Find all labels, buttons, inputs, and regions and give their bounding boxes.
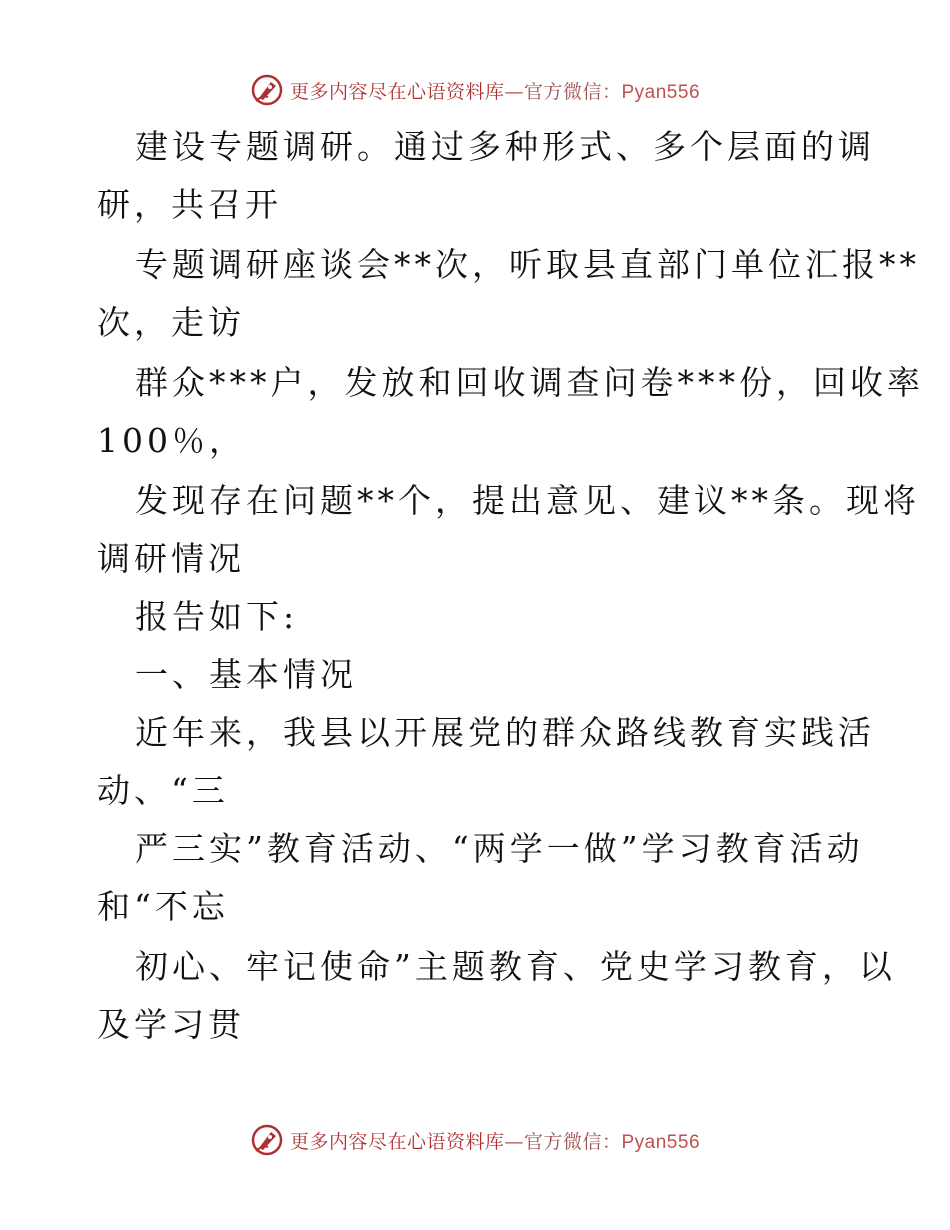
body-line: 专题调研座谈会**次，听取县直部门单位汇报**	[135, 245, 920, 284]
body-line: 报告如下:	[135, 597, 299, 636]
body-line: 动、“三	[97, 771, 229, 810]
header-dash: —	[504, 80, 524, 103]
footer-banner	[0, 1122, 950, 1158]
body-line: 发现存在问题**个，提出意见、建议**条。现将	[135, 481, 920, 520]
body-line: 建设专题调研。通过多种形式、多个层面的调	[135, 127, 875, 166]
body-line: 群众***户，发放和回收调查问卷***份，回收率	[135, 363, 924, 402]
pen-nib-logo-icon	[250, 73, 284, 107]
body-line: 次，走访	[97, 303, 245, 342]
header-banner	[0, 72, 950, 108]
body-line: 和“不忘	[97, 887, 229, 926]
pen-nib-logo-icon	[250, 1123, 284, 1157]
body-line: 100％，	[97, 421, 246, 460]
header-wechat-id: Pyan556	[621, 81, 701, 103]
header-site-text: 更多内容尽在心语资料库	[289, 80, 505, 103]
header-wechat-label: 官方微信：	[523, 80, 622, 103]
body-line: 研，共召开	[97, 185, 282, 224]
footer-wechat-label: 官方微信：	[523, 1130, 622, 1153]
body-line: 初心、牢记使命”主题教育、党史学习教育，以	[135, 947, 896, 986]
body-line: 近年来，我县以开展党的群众路线教育实践活	[135, 713, 875, 752]
footer-site-text: 更多内容尽在心语资料库	[289, 1130, 505, 1153]
header-banner-text	[290, 77, 700, 104]
body-line: 及学习贯	[97, 1005, 245, 1044]
body-line: 调研情况	[97, 539, 245, 578]
footer-dash: —	[504, 1130, 524, 1153]
footer-wechat-id: Pyan556	[621, 1131, 701, 1153]
body-line: 严三实”教育活动、“两学一做”学习教育活动	[135, 829, 864, 868]
section-heading: 一、基本情况	[135, 655, 357, 694]
footer-banner-text	[290, 1127, 700, 1154]
